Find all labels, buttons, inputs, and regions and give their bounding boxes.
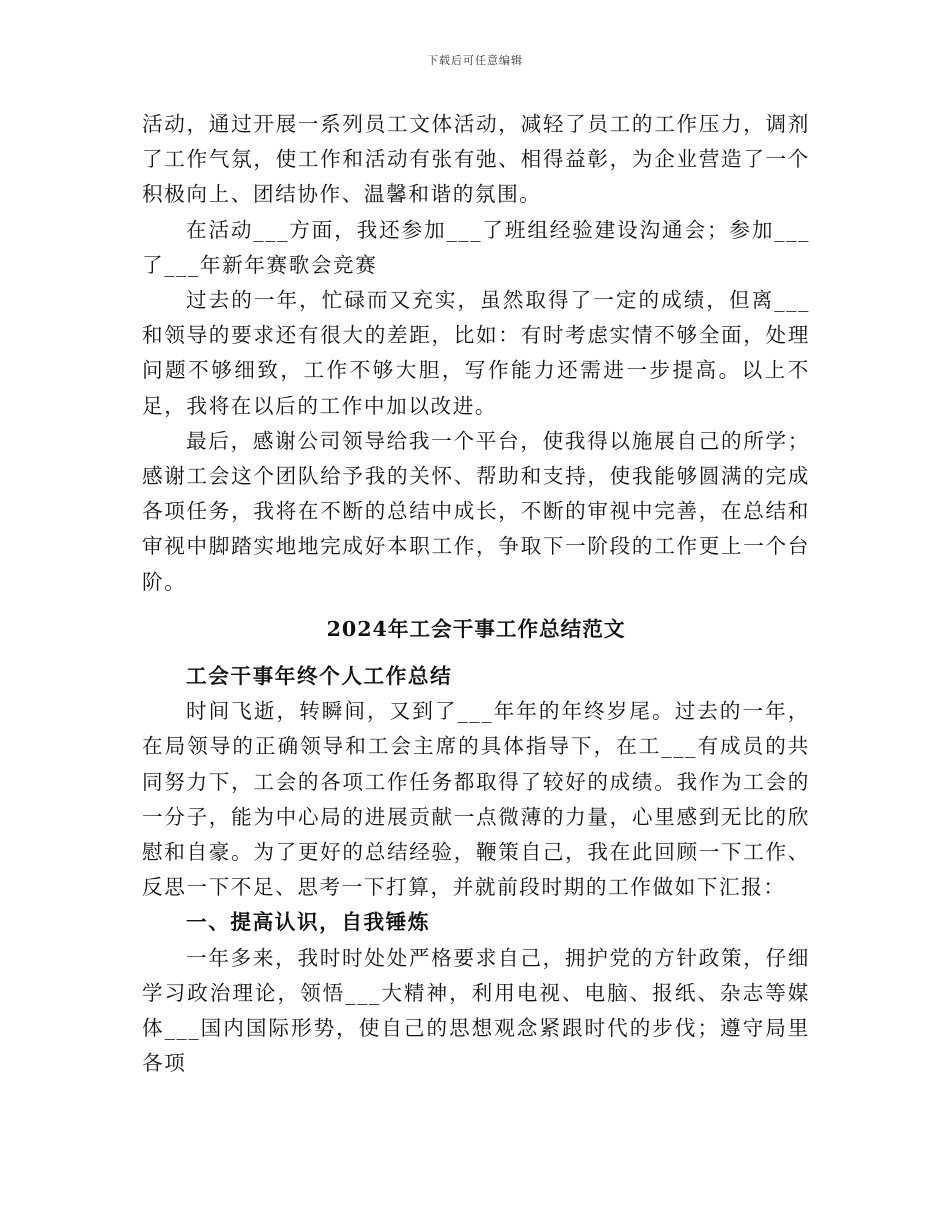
paragraph-thanks: 最后，感谢公司领导给我一个平台，使我得以施展自己的所学；感谢工会这个团队给予我的关怀、帮助和支持，使我能够圆满的完成各项任务，我将在不断的总结中成长，不断的审视中完善，在总结和审视中脚踏实地地完成好本职工作，争取下一阶段的工作更上一个台阶。: [142, 428, 810, 594]
section-heading: 工会干事年终个人工作总结: [186, 664, 453, 689]
paragraph-last: 一年多来，我时时处处严格要求自己，拥护党的方针政策，仔细学习政治理论，领悟___大精神，利用电视、电脑、报纸、杂志等媒体___国内国际形势，使自己的思想观念紧跟时代的步伐；遵守局里各项: [142, 945, 810, 1076]
header-note: 下载后可任意编辑: [427, 54, 523, 67]
paragraph-continuation: 活动，通过开展一系列员工文体活动，减轻了员工的工作压力，调剂了工作气氛，使工作和活动有张有弛、相得益彰，为企业营造了一个积极向上、团结协作、温馨和谐的氛围。: [142, 112, 810, 207]
paragraph-intro: 时间飞逝，转瞬间，又到了___年年的年终岁尾。过去的一年，在局领导的正确领导和工会主席的具体指导下，在工___有成员的共同努力下，工会的各项工作任务都取得了较好的成绩。我作为工会的一分子，能为中心局的进展贡献一点微薄的力量，心里感到无比的欣慰和自豪。为了更好的总结经验，鞭策自己，我在此回顾一下工作、反思一下不足、思考一下打算，并就前段时期的工作做如下汇报：: [142, 699, 810, 900]
paragraph-activities: 在活动___方面，我还参加___了班组经验建设沟通会；参加___了___年新年赛歌会竞赛: [142, 217, 810, 277]
subheading-improve-awareness: 一、提高认识，自我锤炼: [186, 910, 431, 935]
paragraph-shortcomings: 过去的一年，忙碌而又充实，虽然取得了一定的成绩，但离___和领导的要求还有很大的差距，比如：有时考虑实情不够全面，处理问题不够细致，工作不够大胆，写作能力还需进一步提高。以上不足，我将在以后的工作中加以改进。: [142, 288, 810, 418]
document-title: 2024年工会干事工作总结范文: [326, 616, 626, 641]
document-body: [142, 107, 810, 1081]
